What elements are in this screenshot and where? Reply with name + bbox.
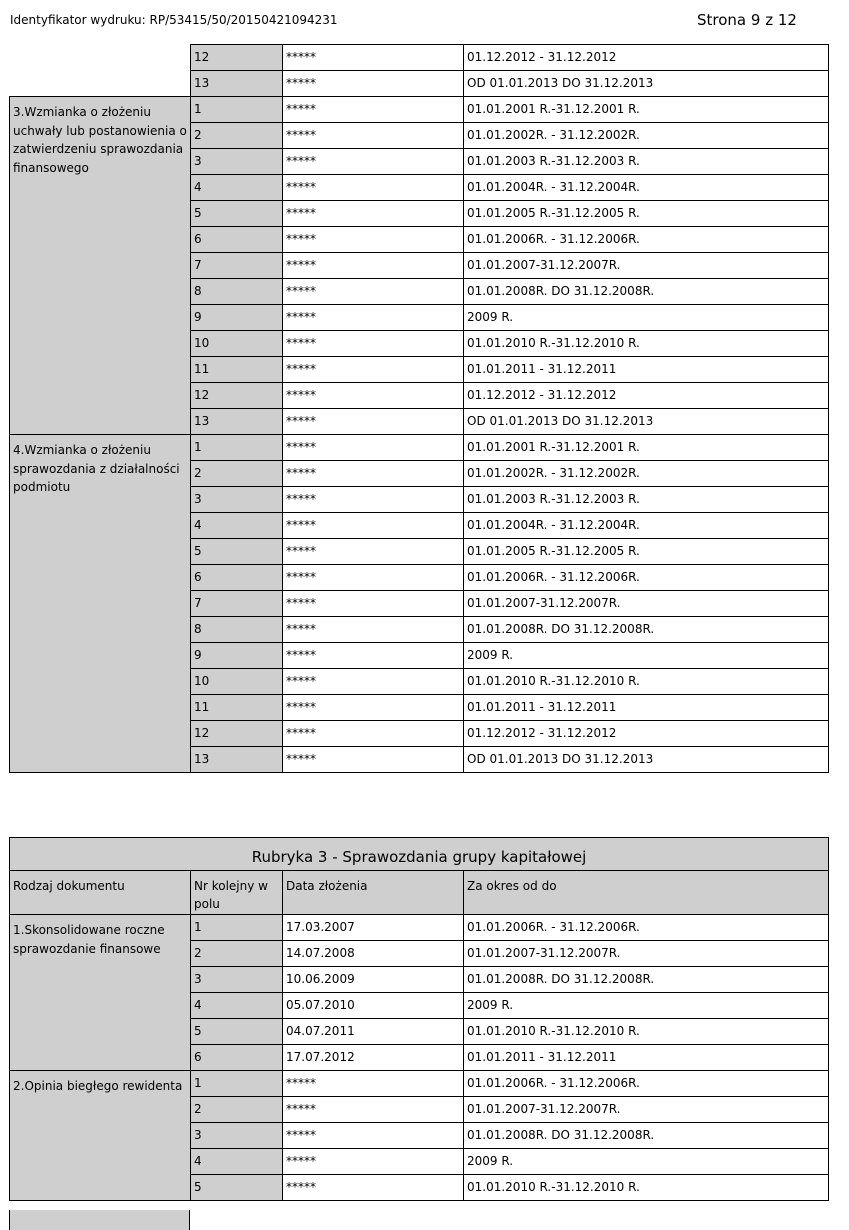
table-row — [10, 45, 829, 71]
period-cell: 01.01.2007-31.12.2007R. — [464, 941, 829, 967]
filing-date-cell: ***** — [283, 669, 464, 695]
filing-date-cell: ***** — [283, 487, 464, 513]
filing-date-cell: ***** — [283, 71, 464, 97]
document-type-cell: 1.Skonsolidowane roczne sprawozdanie finansowe — [10, 915, 191, 1071]
period-cell: 01.01.2008R. DO 31.12.2008R. — [464, 1123, 829, 1149]
filing-date-cell: ***** — [283, 123, 464, 149]
filing-date-cell: ***** — [283, 617, 464, 643]
sequence-number-cell: 6 — [191, 227, 283, 253]
period-cell: 01.01.2002R. - 31.12.2002R. — [464, 461, 829, 487]
period-cell: 01.01.2005 R.-31.12.2005 R. — [464, 201, 829, 227]
period-cell: 01.12.2012 - 31.12.2012 — [464, 721, 829, 747]
sequence-number-cell: 13 — [191, 71, 283, 97]
period-cell: OD 01.01.2013 DO 31.12.2013 — [464, 409, 829, 435]
sequence-number-cell: 8 — [191, 279, 283, 305]
header-sequence-number: Nr kolejny w polu — [191, 871, 283, 915]
table-row — [10, 915, 829, 941]
table-row — [10, 1071, 829, 1097]
period-cell: 01.01.2008R. DO 31.12.2008R. — [464, 617, 829, 643]
header-filing-date: Data złożenia — [283, 871, 464, 915]
filing-date-cell: 17.03.2007 — [283, 915, 464, 941]
filing-date-cell: ***** — [283, 409, 464, 435]
filing-date-cell: ***** — [283, 1123, 464, 1149]
period-cell: 01.01.2007-31.12.2007R. — [464, 1097, 829, 1123]
sequence-number-cell: 11 — [191, 695, 283, 721]
table-row — [10, 97, 829, 123]
filing-date-cell: ***** — [283, 643, 464, 669]
period-cell: 2009 R. — [464, 643, 829, 669]
sequence-number-cell: 4 — [191, 993, 283, 1019]
filing-date-cell: ***** — [283, 1097, 464, 1123]
sequence-number-cell: 3 — [191, 149, 283, 175]
period-cell: 01.01.2006R. - 31.12.2006R. — [464, 565, 829, 591]
filing-date-cell: ***** — [283, 201, 464, 227]
sequence-number-cell: 5 — [191, 539, 283, 565]
sequence-number-cell: 5 — [191, 1175, 283, 1201]
sequence-number-cell: 10 — [191, 331, 283, 357]
filing-date-cell: ***** — [283, 45, 464, 71]
filing-date-cell: ***** — [283, 331, 464, 357]
sequence-number-cell: 4 — [191, 175, 283, 201]
filing-date-cell: ***** — [283, 591, 464, 617]
filing-date-cell: ***** — [283, 721, 464, 747]
period-cell: OD 01.01.2013 DO 31.12.2013 — [464, 747, 829, 773]
sequence-number-cell: 2 — [191, 123, 283, 149]
sequence-number-cell: 1 — [191, 915, 283, 941]
period-cell: 01.01.2004R. - 31.12.2004R. — [464, 175, 829, 201]
period-cell: 01.01.2010 R.-31.12.2010 R. — [464, 1019, 829, 1045]
filing-date-cell: ***** — [283, 227, 464, 253]
document-type-cell: 4.Wzmianka o złożeniu sprawozdania z działalności podmiotu — [10, 435, 191, 773]
period-cell: 01.12.2012 - 31.12.2012 — [464, 383, 829, 409]
period-cell: 01.01.2004R. - 31.12.2004R. — [464, 513, 829, 539]
filing-date-cell: 10.06.2009 — [283, 967, 464, 993]
period-cell: 2009 R. — [464, 305, 829, 331]
filing-date-cell: ***** — [283, 513, 464, 539]
period-cell: 01.01.2006R. - 31.12.2006R. — [464, 227, 829, 253]
filing-date-cell: ***** — [283, 435, 464, 461]
filings-table-continued — [9, 44, 829, 773]
period-cell: 01.01.2008R. DO 31.12.2008R. — [464, 279, 829, 305]
section-title: Rubryka 3 - Sprawozdania grupy kapitałowej — [10, 838, 829, 871]
filing-date-cell: 05.07.2010 — [283, 993, 464, 1019]
sequence-number-cell: 13 — [191, 409, 283, 435]
sequence-number-cell: 9 — [191, 643, 283, 669]
period-cell: 01.01.2006R. - 31.12.2006R. — [464, 1071, 829, 1097]
period-cell: 01.12.2012 - 31.12.2012 — [464, 45, 829, 71]
filing-date-cell: 04.07.2011 — [283, 1019, 464, 1045]
sequence-number-cell: 11 — [191, 357, 283, 383]
period-cell: 01.01.2010 R.-31.12.2010 R. — [464, 669, 829, 695]
period-cell: 01.01.2002R. - 31.12.2002R. — [464, 123, 829, 149]
period-cell: 2009 R. — [464, 1149, 829, 1175]
period-cell: 01.01.2001 R.-31.12.2001 R. — [464, 97, 829, 123]
filing-date-cell: 17.07.2012 — [283, 1045, 464, 1071]
filing-date-cell: ***** — [283, 565, 464, 591]
period-cell: 2009 R. — [464, 993, 829, 1019]
filing-date-cell: ***** — [283, 747, 464, 773]
period-cell: 01.01.2001 R.-31.12.2001 R. — [464, 435, 829, 461]
filing-date-cell: ***** — [283, 539, 464, 565]
sequence-number-cell: 2 — [191, 941, 283, 967]
sequence-number-cell: 5 — [191, 1019, 283, 1045]
sequence-number-cell: 3 — [191, 487, 283, 513]
empty-cell — [10, 71, 191, 97]
sequence-number-cell: 8 — [191, 617, 283, 643]
period-cell: 01.01.2008R. DO 31.12.2008R. — [464, 967, 829, 993]
period-cell: 01.01.2007-31.12.2007R. — [464, 591, 829, 617]
empty-cell — [10, 45, 191, 71]
sequence-number-cell: 4 — [191, 1149, 283, 1175]
filing-date-cell: ***** — [283, 383, 464, 409]
period-cell: 01.01.2011 - 31.12.2011 — [464, 357, 829, 383]
filing-date-cell: 14.07.2008 — [283, 941, 464, 967]
filing-date-cell: ***** — [283, 1175, 464, 1201]
filing-date-cell: ***** — [283, 695, 464, 721]
sequence-number-cell: 12 — [191, 383, 283, 409]
header-document-type: Rodzaj dokumentu — [10, 871, 191, 915]
sequence-number-cell: 6 — [191, 565, 283, 591]
table-row — [10, 71, 829, 97]
table-continuation — [9, 1210, 190, 1230]
period-cell: 01.01.2010 R.-31.12.2010 R. — [464, 1175, 829, 1201]
period-cell: 01.01.2011 - 31.12.2011 — [464, 695, 829, 721]
period-cell: 01.01.2006R. - 31.12.2006R. — [464, 915, 829, 941]
period-cell: 01.01.2011 - 31.12.2011 — [464, 1045, 829, 1071]
header-period: Za okres od do — [464, 871, 829, 915]
sequence-number-cell: 2 — [191, 461, 283, 487]
sequence-number-cell: 6 — [191, 1045, 283, 1071]
filing-date-cell: ***** — [283, 97, 464, 123]
sequence-number-cell: 2 — [191, 1097, 283, 1123]
sequence-number-cell: 12 — [191, 721, 283, 747]
sequence-number-cell: 7 — [191, 591, 283, 617]
sequence-number-cell: 12 — [191, 45, 283, 71]
filing-date-cell: ***** — [283, 305, 464, 331]
sequence-number-cell: 10 — [191, 669, 283, 695]
filing-date-cell: ***** — [283, 253, 464, 279]
table-row — [10, 435, 829, 461]
sequence-number-cell: 1 — [191, 97, 283, 123]
sequence-number-cell: 1 — [191, 1071, 283, 1097]
document-type-cell: 3.Wzmianka o złożeniu uchwały lub postanowienia o zatwierdzeniu sprawozdania finansowego — [10, 97, 191, 435]
filing-date-cell: ***** — [283, 357, 464, 383]
sequence-number-cell: 3 — [191, 1123, 283, 1149]
sequence-number-cell: 9 — [191, 305, 283, 331]
period-cell: OD 01.01.2013 DO 31.12.2013 — [464, 71, 829, 97]
period-cell: 01.01.2003 R.-31.12.2003 R. — [464, 149, 829, 175]
filing-date-cell: ***** — [283, 175, 464, 201]
filing-date-cell: ***** — [283, 1149, 464, 1175]
period-cell: 01.01.2003 R.-31.12.2003 R. — [464, 487, 829, 513]
period-cell: 01.01.2010 R.-31.12.2010 R. — [464, 331, 829, 357]
filing-date-cell: ***** — [283, 461, 464, 487]
sequence-number-cell: 13 — [191, 747, 283, 773]
capital-group-reports-table — [9, 837, 829, 1201]
period-cell: 01.01.2007-31.12.2007R. — [464, 253, 829, 279]
print-identifier: Identyfikator wydruku: RP/53415/50/20150421094231 — [10, 13, 338, 27]
sequence-number-cell: 5 — [191, 201, 283, 227]
filing-date-cell: ***** — [283, 149, 464, 175]
sequence-number-cell: 3 — [191, 967, 283, 993]
filing-date-cell: ***** — [283, 1071, 464, 1097]
sequence-number-cell: 7 — [191, 253, 283, 279]
filing-date-cell: ***** — [283, 279, 464, 305]
period-cell: 01.01.2005 R.-31.12.2005 R. — [464, 539, 829, 565]
page-number: Strona 9 z 12 — [697, 11, 797, 29]
document-type-cell: 2.Opinia biegłego rewidenta — [10, 1071, 191, 1201]
sequence-number-cell: 1 — [191, 435, 283, 461]
sequence-number-cell: 4 — [191, 513, 283, 539]
